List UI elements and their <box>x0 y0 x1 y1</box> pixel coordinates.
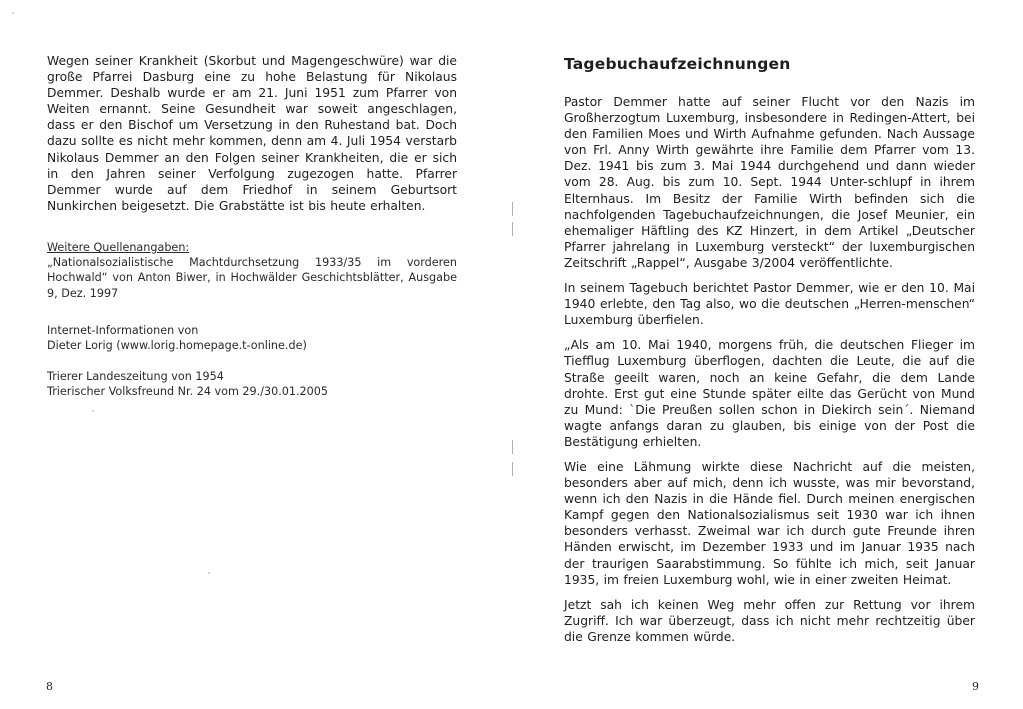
source-citation-1 <box>47 240 457 301</box>
source-2-line-2: Dieter Lorig (www.lorig.homepage.t-online.de) <box>47 339 307 353</box>
sources-block <box>47 240 457 416</box>
left-page <box>0 0 510 709</box>
diary-paragraph-5: Jetzt sah ich keinen Weg mehr offen zur Rettung vor ihrem Zugriff. Ich war überzeugt, dass ich nicht mehr rechtzeitig über die Grenze kommen würde. <box>564 597 975 644</box>
sources-heading: Weitere Quellenangaben: <box>47 241 190 254</box>
source-3-line-2: Trierischer Volksfreund Nr. 24 vom 29./30.01.2005 <box>47 385 329 399</box>
page-number-left: 8 <box>46 680 53 693</box>
diary-paragraph-4: Wie eine Lähmung wirkte diese Nachricht auf die meisten, besonders aber auf mich, denn ich wusste, was mir bevorstand, wenn ich den Nazis in die Hände fiel. Durch meinen energischen Kampf gegen den Nationalsozialismus seit 1930 war ich ihnen besonders verhasst. Zweimal war ich durch gute Freunde ihren Händen erwischt, im Dezember 1933 und im Januar 1935 nach der traurigen Saarabstimmung. So fühlte ich mich, seit Januar 1935, im freien Luxemburg wohl, wie in einer zweiten Heimat. <box>564 459 975 587</box>
scan-speck <box>12 12 14 14</box>
page-title: Tagebuchaufzeichnungen <box>564 55 791 73</box>
left-paragraph: Wegen seiner Krankheit (Skorbut und Magengeschwüre) war die große Pfarrei Dasburg eine zu hohe Belastung für Nikolaus Demmer. Deshalb wurde er am 21. Juni 1951 zum Pfarrer von Weiten ernannt. Seine Gesundheit war soweit angeschlagen, dass er den Bischof um Versetzung in den Ruhestand bat. Doch dazu sollte es nicht mehr kommen, denn am 4. Juli 1954 verstarb Nikolaus Demmer an den Folgen seiner Krankheiten, die er sich in den Jahren seiner Verfolgung zugezogen hatte. Pfarrer Demmer wurde auf dem Friedhof in seinem Geburtsort Nunkirchen beigesetzt. Die Grabstätte ist bis heute erhalten. <box>47 54 457 213</box>
source-citation-2 <box>47 323 457 353</box>
source-citation-3 <box>47 369 457 399</box>
source-2-line-1: Internet-Informationen von <box>47 323 199 337</box>
page-number-right: 9 <box>972 680 979 693</box>
source-1-text: „Nationalsozialistische Machtdurchsetzung 1933/35 im vorderen Hochwald“ von Anton Biwer, in Hochwälder Geschichtsblätter, Ausgabe 9, Dez. 1997 <box>47 256 457 300</box>
source-3-line-1: Trierer Landeszeitung von 1954 <box>47 370 224 384</box>
scan-speck <box>208 572 210 574</box>
scan-speck <box>92 410 94 412</box>
diary-paragraph-1: Pastor Demmer hatte auf seiner Flucht vor den Nazis im Großherzogtum Luxemburg, insbesondere in Redingen-Attert, bei den Familien Moes und Wirth Aufnahme gefunden. Nach Aussage von Frl. Anny Wirth gewährte ihre Familie dem Pfarrer vom 13. Dez. 1941 bis zum 3. Mai 1944 durchgehend und dann wieder vom 28. Aug. bis zum 10. Sept. 1944 Unter-schlupf in ihrem Elternhaus. Im Besitz der Familie Wirth befinden sich die nachfolgenden Tagebuchaufzeichnungen, die Josef Meunier, ein ehemaliger Häftling des KZ Hinzert, in dem Artikel „Deutscher Pfarrer jahrelang in Luxemburg versteckt“ der luxemburgischen Zeitschrift „Rappel“, Ausgabe 3/2004 veröffentlichte. <box>564 95 975 270</box>
right-page <box>512 0 1023 709</box>
diary-paragraph-2: In seinem Tagebuch berichtet Pastor Demmer, wie er den 10. Mai 1940 erlebte, den Tag also, wo die deutschen „Herren-menschen“ Luxemburg überfielen. <box>564 281 975 328</box>
diary-text <box>564 94 975 654</box>
diary-paragraph-3: „Als am 10. Mai 1940, morgens früh, die deutschen Flieger im Tiefflug Luxemburg überflogen, dachten die Leute, die auf die Straße geeilt waren, noch an keine Gefahr, die dem Lande drohte. Erst gut eine Stunde später eilte das Gerücht von Mund zu Mund: `Die Preußen sollen schon in Diekirch sein´. Niemand wagte anfangs daran zu glauben, bis einige von der Post die Bestätigung erhielten. <box>564 338 975 449</box>
